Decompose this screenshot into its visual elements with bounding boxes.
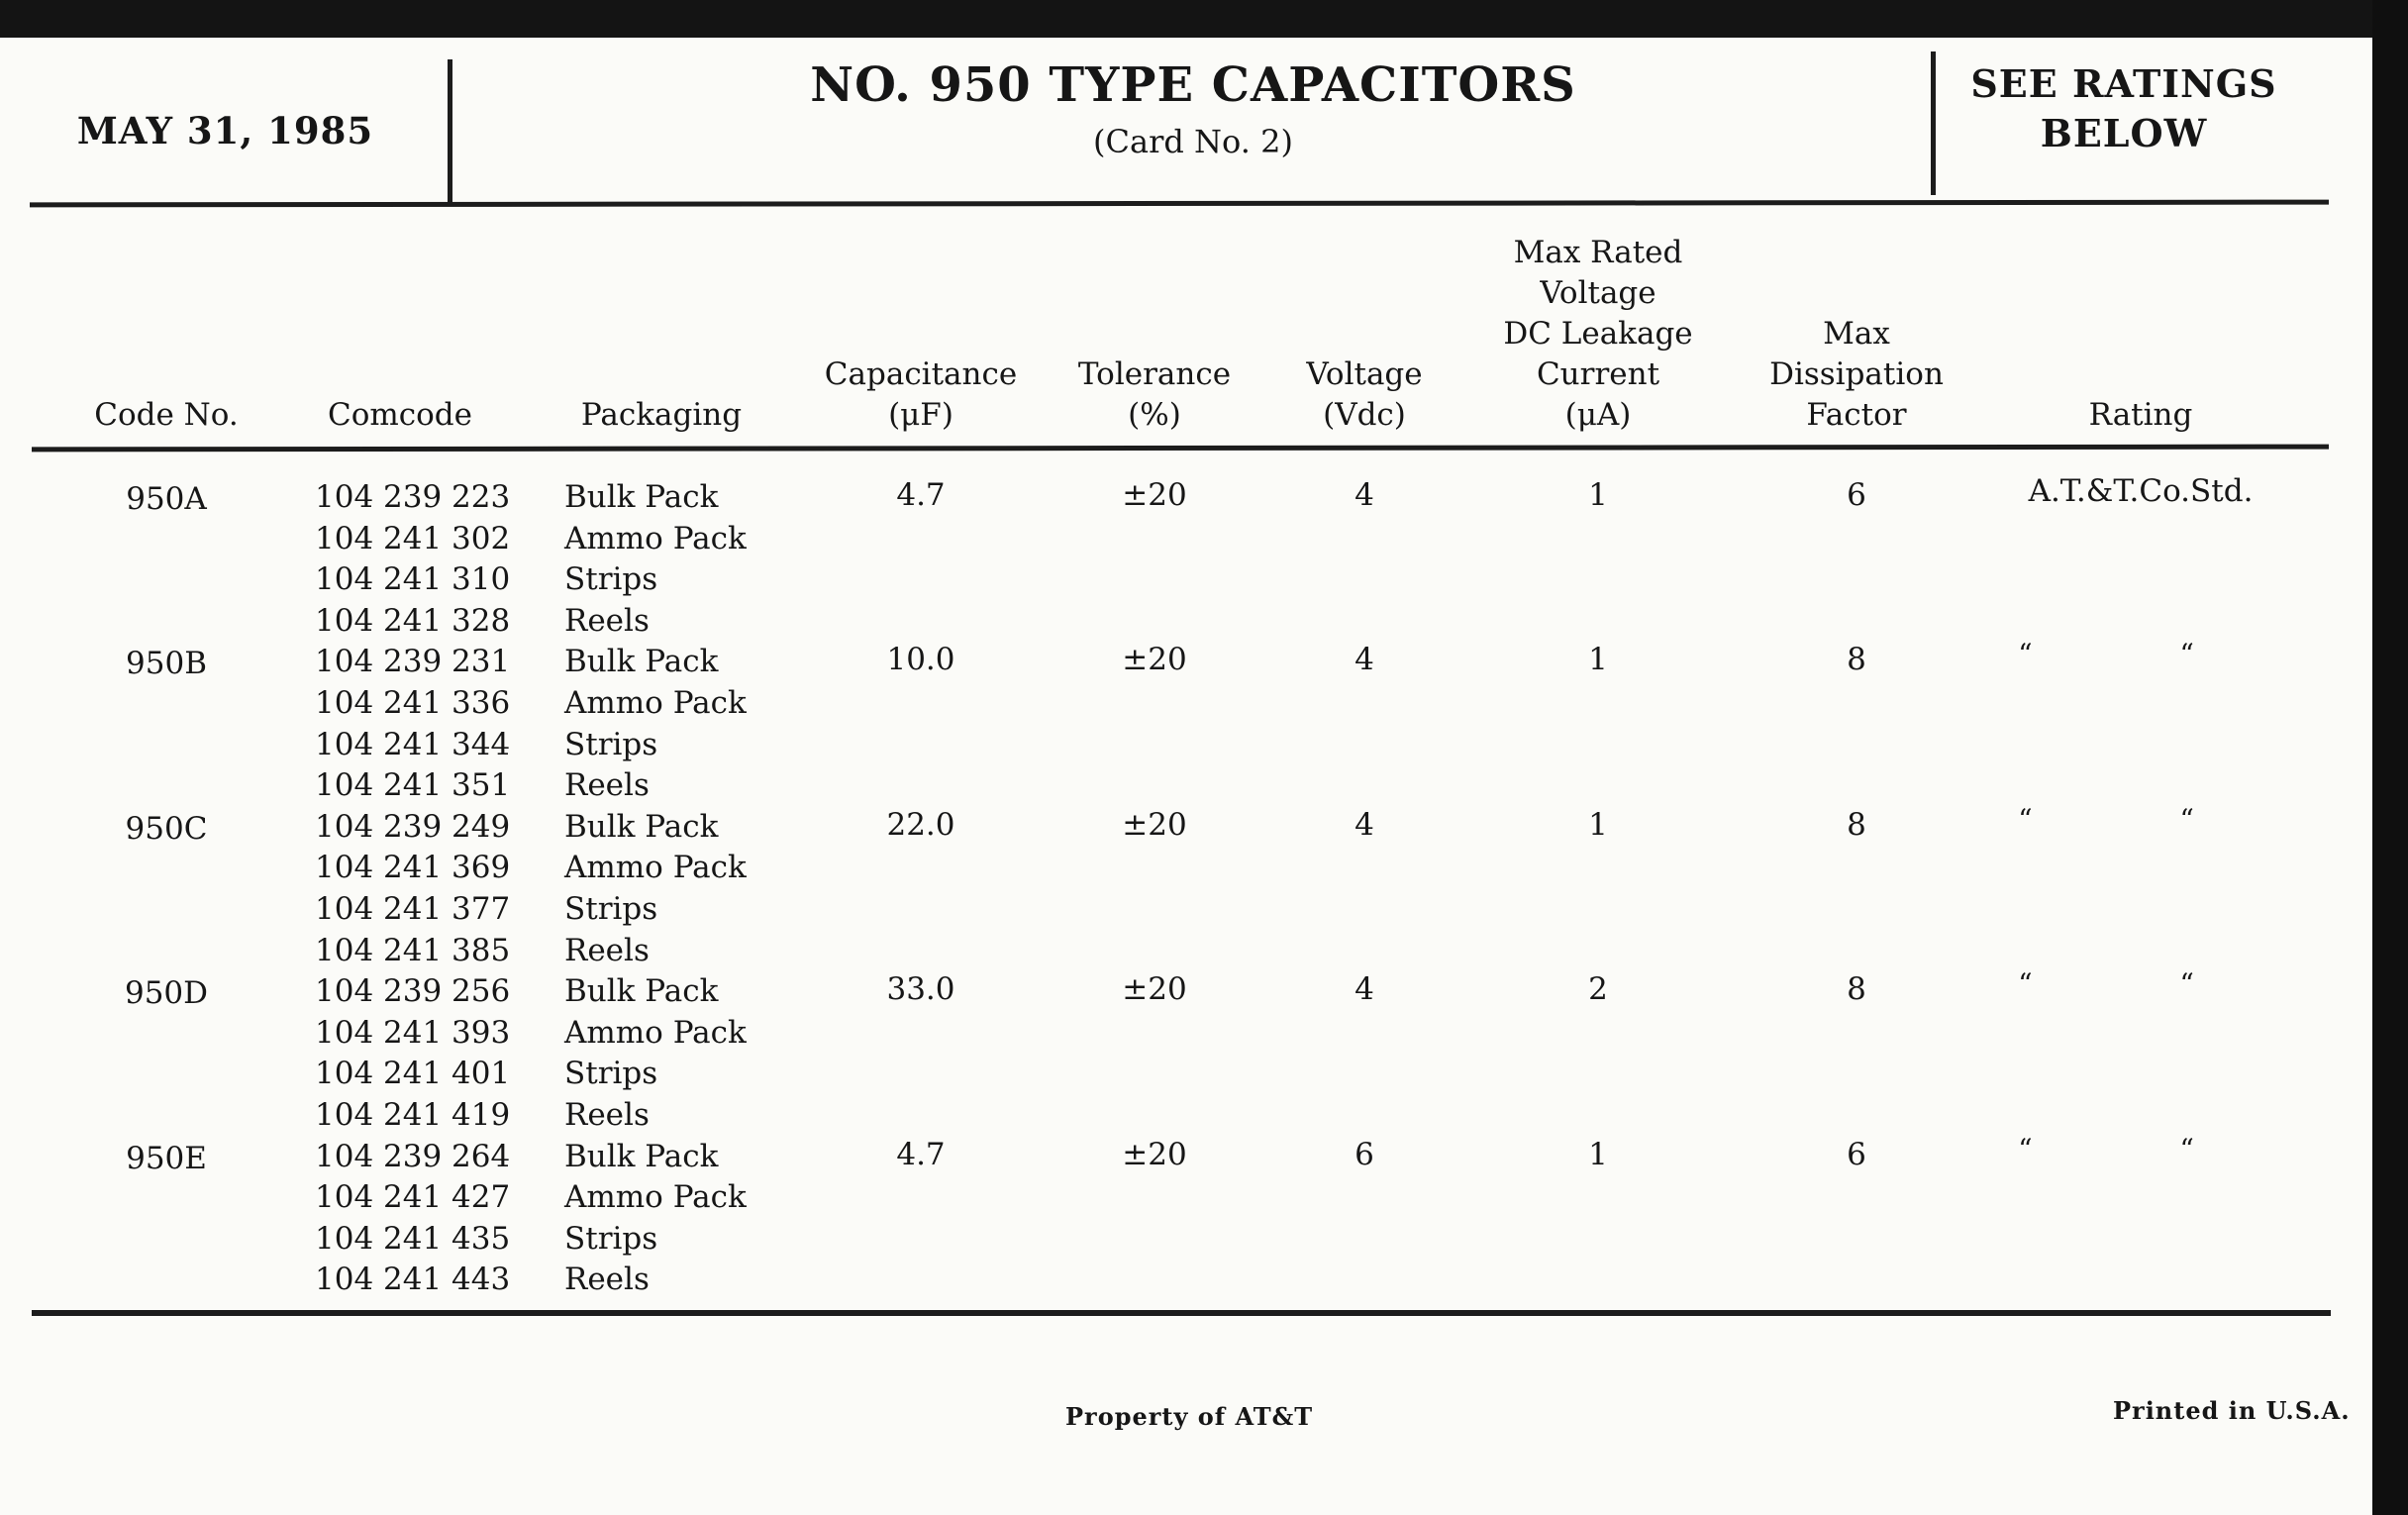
header-divider-left [448, 59, 452, 203]
leakage-value: 1 [1588, 1136, 1608, 1172]
page-title: NO. 950 TYPE CAPACITORS [810, 57, 1576, 113]
packaging-value: Strips [564, 561, 658, 598]
comcode-value: 104 241 369 [315, 850, 511, 886]
comcode-value: 104 241 443 [315, 1262, 511, 1298]
packaging-value: Bulk Pack [564, 479, 719, 515]
rating-value: “ “ [2018, 638, 2263, 671]
column-header-line: (μA) [1564, 397, 1632, 433]
voltage-value: 4 [1354, 971, 1374, 1008]
column-header-comcode [328, 395, 472, 436]
code-number: 950D [124, 975, 209, 1012]
leakage-value: 1 [1588, 642, 1608, 678]
comcode-value: 104 241 377 [315, 891, 511, 927]
packaging-value: Reels [564, 1262, 650, 1298]
packaging-value: Reels [564, 932, 650, 968]
rating-value: “ “ [2018, 1132, 2263, 1165]
column-header-line: (Vdc) [1323, 397, 1406, 433]
card-date: MAY 31, 1985 [76, 109, 374, 152]
dissipation-value: 6 [1847, 1136, 1866, 1172]
voltage-value: 6 [1354, 1136, 1374, 1172]
comcode-value: 104 239 256 [315, 973, 511, 1010]
packaging-value: Ammo Pack [564, 520, 747, 556]
column-header-line: Max [1823, 316, 1890, 352]
comcode-value: 104 239 249 [315, 808, 511, 845]
scan-edge [2372, 0, 2408, 1515]
column-header-line: Voltage [1540, 275, 1656, 311]
comcode-value: 104 241 401 [315, 1056, 511, 1092]
comcode-value: 104 241 336 [315, 685, 511, 721]
packaging-value: Reels [564, 602, 650, 639]
comcode-value: 104 241 351 [315, 767, 511, 804]
packaging-value: Reels [564, 767, 650, 804]
tolerance-value: ±20 [1122, 1136, 1187, 1172]
voltage-value: 4 [1354, 806, 1374, 843]
leakage-value: 1 [1588, 477, 1608, 513]
leakage-value: 1 [1588, 806, 1608, 843]
column-header-tolerance [1078, 354, 1231, 436]
comcode-value: 104 241 393 [315, 1014, 511, 1051]
ratings-note-line: SEE RATINGS [1970, 61, 2277, 106]
dissipation-value: 6 [1847, 477, 1866, 513]
packaging-value: Strips [564, 1220, 658, 1257]
packaging-value: Strips [564, 1056, 658, 1092]
comcode-value: 104 241 302 [315, 520, 511, 556]
voltage-value: 4 [1354, 642, 1374, 678]
column-header-line: Capacitance [824, 356, 1018, 392]
ratings-note-line: BELOW [2040, 111, 2208, 155]
column-header-line: Tolerance [1077, 356, 1232, 392]
packaging-value: Bulk Pack [564, 644, 719, 680]
column-header-capacitance [825, 354, 1017, 436]
comcode-value: 104 239 264 [315, 1138, 511, 1174]
packaging-value: Ammo Pack [564, 850, 747, 886]
comcode-value: 104 239 223 [315, 479, 511, 515]
dissipation-value: 8 [1847, 642, 1866, 678]
code-number: 950C [125, 810, 208, 847]
packaging-value: Ammo Pack [564, 1014, 747, 1051]
column-header-line: DC Leakage [1503, 316, 1693, 352]
table-bottom-rule [32, 1310, 2331, 1316]
ratings-note [1941, 59, 2307, 158]
column-header-dissipation [1769, 314, 1944, 436]
packaging-value: Strips [564, 891, 658, 927]
comcode-value: 104 241 344 [315, 726, 511, 762]
code-number: 950A [126, 481, 207, 517]
packaging-value: Ammo Pack [564, 1179, 747, 1216]
comcode-value: 104 241 310 [315, 561, 511, 598]
header-divider-right [1931, 51, 1936, 195]
capacitance-value: 4.7 [896, 477, 946, 513]
column-header-line: Code No. [94, 397, 239, 433]
capacitance-value: 22.0 [886, 806, 955, 843]
capacitance-value: 4.7 [896, 1136, 946, 1172]
tolerance-value: ±20 [1122, 477, 1187, 513]
column-header-packaging [581, 395, 742, 436]
rating-value: A.T.&T.Co.Std. [2028, 473, 2254, 509]
capacitance-value: 10.0 [886, 642, 955, 678]
column-header-line: Rating [2088, 397, 2193, 433]
leakage-value: 2 [1588, 971, 1608, 1008]
column-header-line: Packaging [580, 397, 743, 433]
packaging-value: Bulk Pack [564, 973, 719, 1010]
column-header-line: Max Rated [1513, 235, 1683, 270]
comcode-value: 104 241 385 [315, 932, 511, 968]
dissipation-value: 8 [1847, 806, 1866, 843]
voltage-value: 4 [1354, 477, 1374, 513]
column-header-line: (μF) [888, 397, 953, 433]
column-header-code-no [94, 395, 239, 436]
column-header-line: Current [1536, 356, 1660, 392]
card-number: (Card No. 2) [1093, 123, 1293, 160]
packaging-value: Reels [564, 1097, 650, 1133]
capacitance-value: 33.0 [886, 971, 955, 1008]
column-header-voltage [1306, 354, 1422, 436]
packaging-value: Bulk Pack [564, 808, 719, 845]
printed-notice: Printed in U.S.A. [2113, 1396, 2351, 1425]
dissipation-value: 8 [1847, 971, 1866, 1008]
comcode-value: 104 241 427 [315, 1179, 511, 1216]
comcode-value: 104 241 419 [315, 1097, 511, 1133]
rating-value: “ “ [2018, 802, 2263, 836]
column-header-line: Voltage [1306, 356, 1423, 392]
column-header-line: Comcode [328, 397, 472, 433]
comcode-value: 104 241 328 [315, 602, 511, 639]
column-header-rating [2089, 395, 2193, 436]
column-header-line: Dissipation [1769, 356, 1944, 392]
packaging-value: Ammo Pack [564, 685, 747, 721]
code-number: 950E [126, 1140, 207, 1176]
property-notice: Property of AT&T [1065, 1402, 1314, 1431]
tolerance-value: ±20 [1122, 806, 1187, 843]
column-header-line: (%) [1128, 397, 1181, 433]
tolerance-value: ±20 [1122, 642, 1187, 678]
rating-value: “ “ [2018, 967, 2263, 1001]
code-number: 950B [126, 646, 207, 682]
tolerance-value: ±20 [1122, 971, 1187, 1008]
comcode-value: 104 241 435 [315, 1220, 511, 1257]
comcode-value: 104 239 231 [315, 644, 511, 680]
packaging-value: Strips [564, 726, 658, 762]
packaging-value: Bulk Pack [564, 1138, 719, 1174]
column-header-line: Factor [1806, 397, 1907, 433]
column-header-leakage [1503, 233, 1692, 436]
